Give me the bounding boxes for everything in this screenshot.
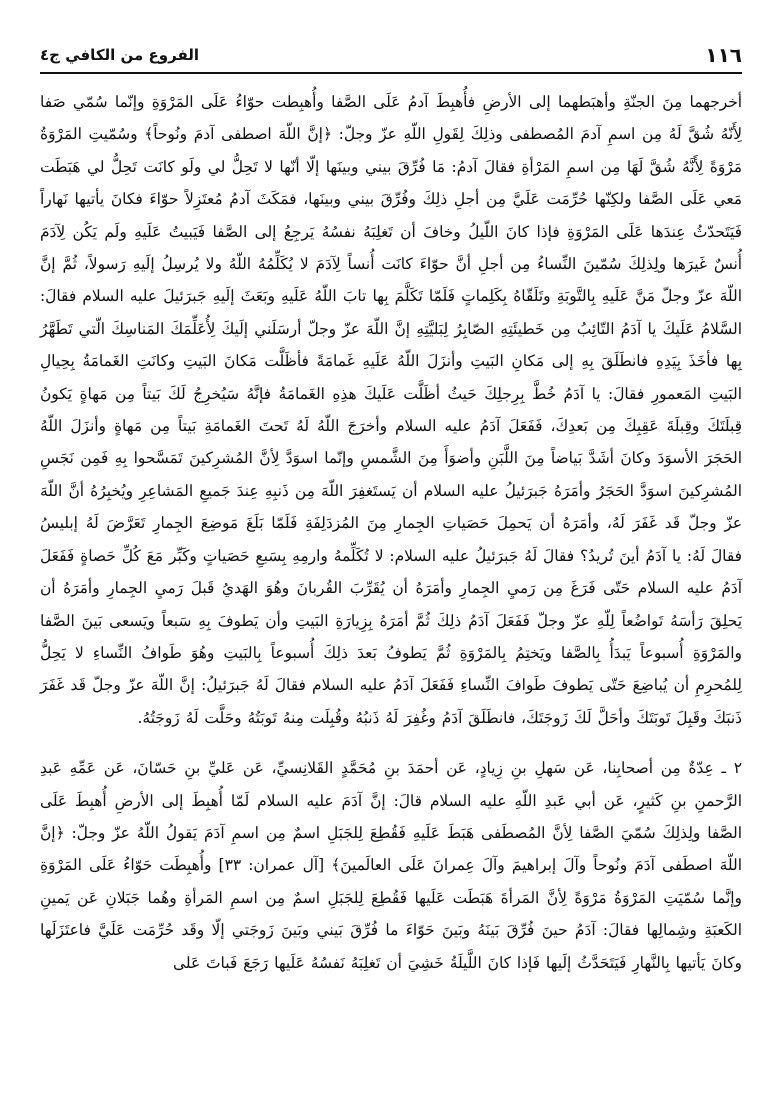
page-header	[40, 42, 742, 68]
page-number: ١١٦	[705, 43, 742, 67]
hadith-paragraph-2: ٢ ـ عِدّةٌ مِن أصحابِنا، عَن سَهلِ بنِ زِيادٍ، عَن أحمَدَ بنِ مُحَمَّدٍ القَلانِسيِّ، عَن عَليِّ بنِ حَسّانَ، عَن عَمِّهِ عَبدِ الرَّحمنِ بنِ كَثيرٍ، عَن أبي عَبدِ اللّهِ عليه السلام قالَ: إنَّ آدَمَ عليه السلام لَمّا أُهبِطَ إلى الأرضِ أُهبِطَ عَلَى الصَّفا ولِذلِكَ سُمّيَ الصَّفا لِأنَّ المُصطَفى هَبَطَ عَلَيهِ فَقُطِعَ لِلجَبَلِ اسمٌ مِن اسمِ آدَمَ يَقولُ اللّهُ عزّ وجلّ: ﴿إنَّ اللّهَ اصطَفى آدَمَ ونُوحاً وآلَ إبراهيمَ وآلَ عِمرانَ عَلَى العالَمينَ﴾ [آل عمران: ٣٣] وأُهبِطَت حَوّاءُ عَلَى المَرْوَةِ وإنَّما سُمّيَتِ المَرْوَةُ مَرْوَةً لِأنَّ المَرأةَ هَبَطَت عَلَيها فَقُطِعَ لِلجَبَلِ اسمٌ مِن اسمِ المَرأةِ وهُما جَبَلانِ عَن يَمينِ الكَعبَةِ وشِمالِها فقالَ: آدَمُ حينَ فُرِّقَ بَينَهُ وبَينَ حَوّاءَ ما فُرِّقَ بَيني وبَينَ زَوجَتي إلّا وقَد حُرِّمَت عَلَيَّ فاعتَزَلَها وكانَ يَأتيها بِالنَّهارِ فَيَتَحَدَّثُ إلَيها فَإذا كانَ اللَّيلَةُ خَشِيَ أن تَغلِبَهُ نَفسُهُ عَلَيها رَجَعَ فَباتَ عَلى	[40, 759, 742, 972]
header-rule	[40, 72, 742, 74]
body-text	[40, 86, 742, 979]
hadith-paragraph-1: أخرجهما مِنَ الجنّةِ وأهبَطهما إلى الأرضِ فأُهبِطَ آدمُ عَلَى الصَّفا وأُهبِطت حوّاءُ عَلَى المَرْوَةِ وإنّما سُمّي صَفا لِأَنّهُ شُقَّ لَهُ مِن اسمِ آدمَ المُصطفى وذلِكَ لِقَولِ اللّهِ عزّ وجلّ: ﴿إنَّ اللّهَ اصطفى آدمَ ونُوحاً﴾ وسُمّيتِ المَرْوَةُ مَرْوَةً لِأَنَّهُ شُقَّ لَهَا مِن اسمِ المَرْأةِ فقالَ آدمُ: مَا فُرِّقَ بيني وبينَها إلّا أنّها لا تَحِلُّ لي ولَو كانَت تَحِلُّ لي هَبَطَت مَعي عَلَى الصَّفا ولكِنّها حُرِّمَت عَلَيَّ مِن أجلِ ذلِكَ وفُرِّقَ بيني وبينَها، فمَكَثَ آدمُ مُعتَزِلاً حوّاءَ فكانَ يأتيها نَهاراً فَيَتَحدّثُ عِندَها عَلَى المَرْوَةِ فإذا كانَ اللّيلُ وخافَ أن تَغلِبَهُ نفسُهُ يَرجِعُ إلى الصَّفا فَيَبيتُ عَلَيهِ ولَم يَكُن لِآدَمَ أُنسٌ غَيرَها ولِذلِكَ سُمّينَ النِّساءُ مِن أجلِ أنَّ حوّاءَ كانَت أُنساً لِآدَمَ لا يُكَلِّمُهُ اللّهُ ولا يُرسِلُ إلَيهِ رَسولاً، ثُمَّ إنَّ اللّهَ عزّ وجلّ مَنَّ عَلَيهِ بِالتَّوبَةِ وتَلَقّاهُ بِكَلِماتٍ فَلَمّا تَكَلَّمَ بِها تابَ اللّهُ عَلَيهِ وبَعَثَ إلَيهِ جَبرَئيلَ عليه السلام فقالَ: السَّلامُ عَلَيكَ يا آدَمُ التّائِبُ مِن خَطيئَتِهِ الصّابِرُ لِبَليَّتِهِ إنَّ اللّهَ عزّ وجلّ أرسَلَني إلَيكَ لِأُعَلِّمَكَ المَناسِكَ الّتي تَطَهَّرُ بِها فأخَذَ بِيَدِهِ فانطَلَقَ بِهِ إلى مَكانِ البَيتِ وأنزَلَ اللّهُ عَلَيهِ غَمامَةً فأظَلَّت مَكانَ البَيتِ وكانَتِ الغَمامَةُ بِحِيالِ البَيتِ المَعمورِ فقالَ: يا آدَمُ خُطَّ بِرِجلِكَ حَيثُ أظَلَّت عَلَيكَ هذِهِ الغَمامَةُ فإنَّهُ سَيُخرِجُ لَكَ بَيتاً مِن مَهاةٍ يَكونُ قِبلَتَكَ وقِبلَةَ عَقِبِكَ مِن بَعدِكَ، فَفَعَلَ آدَمُ عليه السلام وأخرَجَ اللّهُ لَهُ تَحتَ الغَمامَةِ بَيتاً مِن مَهاةٍ وأنزَلَ اللّهُ الحَجَرَ الأسوَدَ وكانَ أشَدَّ بَياضاً مِنَ اللَّبَنِ وأضوَأَ مِنَ الشَّمسِ وإنّما اسوَدَّ لِأنَّ المُشرِكينَ تَمَسَّحوا بِهِ فَمِن نَجَسِ المُشرِكينَ اسوَدَّ الحَجَرُ وأمَرَهُ جَبرَئيلُ عليه السلام أن يَستَغفِرَ اللّهَ مِن ذَنبِهِ عِندَ جَميعِ المَشاعِرِ ويُخبِرُهُ أنَّ اللّهَ عزّ وجلّ قَد غَفَرَ لَهُ، وأمَرَهُ أن يَحمِلَ حَصَياتِ الجِمارِ مِنَ المُزدَلِفَةِ فَلَمّا بَلَغَ مَوضِعَ الجِمارِ تَعَرَّضَ لَهُ إبليسُ فقالَ لَهُ: يا آدَمُ أينَ تُريدُ؟ فقالَ لَهُ جَبرَئيلُ عليه السلام: لا تُكَلِّمهُ وارمِهِ بِسَبعِ حَصَياتٍ وكَبِّر مَعَ كُلِّ حَصاةٍ فَفَعَلَ آدَمُ عليه السلام حَتّى فَرَغَ مِن رَميِ الجِمارِ وأمَرَهُ أن يُقَرِّبَ القُربانَ وهُوَ الهَديُ قَبلَ رَميِ الجِمارِ وأمَرَهُ أن يَحلِقَ رَأسَهُ تَواضُعاً لِلّهِ عزّ وجلّ فَفَعَلَ آدَمُ ذلِكَ ثُمَّ أمَرَهُ بِزِيارَةِ البَيتِ وأن يَطوفَ بِهِ سَبعاً ويَسعى بَينَ الصَّفا والمَرْوَةِ أُسبوعاً يَبدَأُ بِالصَّفا ويَختِمُ بِالمَرْوَةِ ثُمَّ يَطوفُ بَعدَ ذلِكَ أُسبوعاً بِالبَيتِ وهُوَ طَوافُ النِّساءِ لا يَحِلُّ لِلمُحرِمِ أن يُباضِعَ حَتّى يَطوفَ طَوافَ النِّساءِ فَفَعَلَ آدَمُ عليه السلام فقالَ لَهُ جَبرَئيلُ: إنَّ اللّهَ عزّ وجلّ قَد غَفَرَ ذَنبَكَ وقَبِلَ تَوبَتَكَ وأحَلَّ لَكَ زَوجَتَكَ، فانطَلَقَ آدَمُ وغُفِرَ لَهُ ذَنبُهُ وقُبِلَت مِنهُ تَوبَتُهُ وحَلَّت لَهُ زَوجَتُهُ.	[40, 93, 742, 727]
book-title: الفروع من الكافي ج٤	[40, 46, 200, 64]
